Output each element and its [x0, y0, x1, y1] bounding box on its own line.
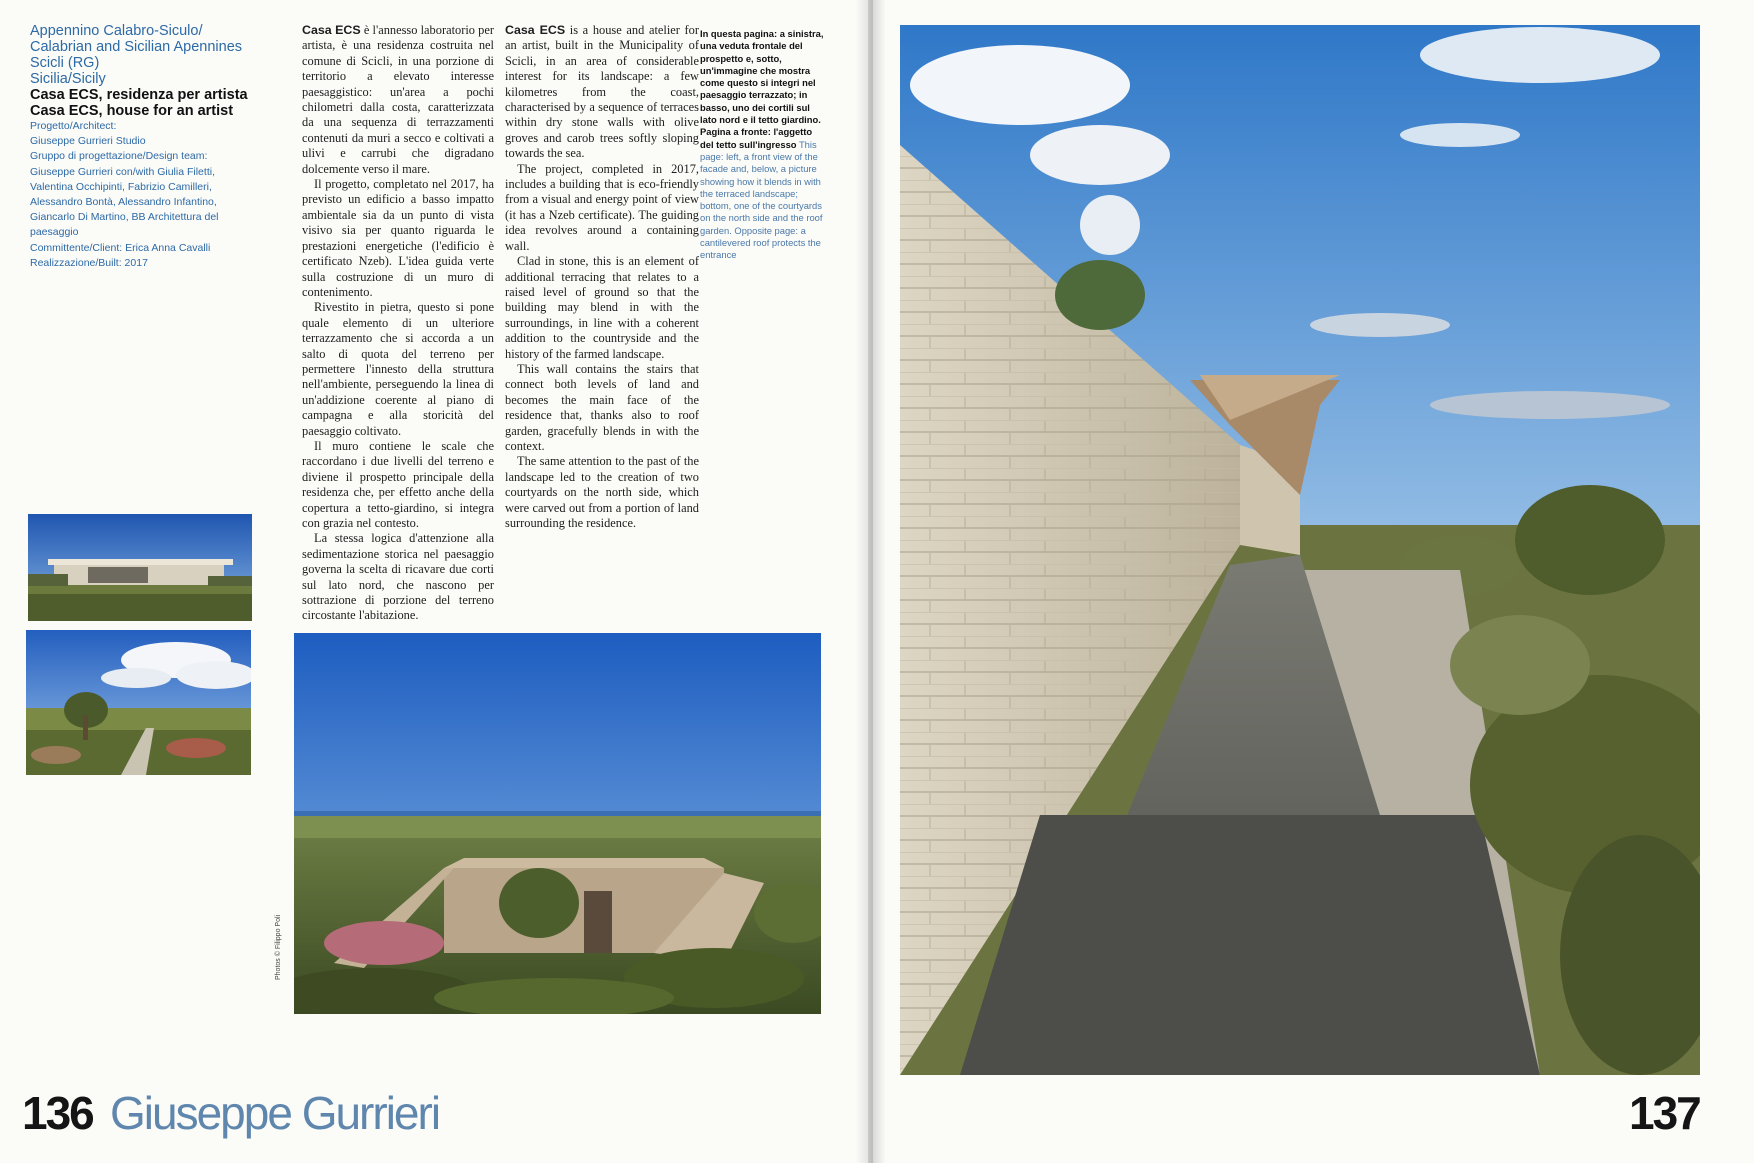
facade-front-photo: [28, 514, 252, 621]
location-line: Sicilia/Sicily: [30, 71, 106, 87]
location-line: Scicli (RG): [30, 55, 100, 71]
landscape-photo: [26, 630, 251, 775]
credit-line: Giancarlo Di Martino, BB Architettura del: [30, 211, 219, 224]
credit-line: Giuseppe Gurrieri Studio: [30, 135, 146, 148]
location-line: Calabrian and Sicilian Apennines: [30, 39, 243, 55]
page-number-left: 136: [22, 1087, 93, 1139]
project-title-en: Casa ECS, house for an artist: [30, 103, 234, 119]
credit-line: Committente/Client: Erica Anna Cavalli: [30, 241, 211, 254]
courtyard-photo: [294, 633, 821, 1014]
lead-in: Casa ECS: [302, 23, 361, 37]
photo-credit: Photos © Filippo Poli: [275, 914, 282, 980]
caption-italian: In questa pagina: a sinistra, una veduta frontale del prospetto e, sotto, un'immagine che mostra come questo si integri nel paesaggio terrazzato; in basso, uno dei cortili sul lato nord e il tetto giardino. Pagina a fronte: l'aggetto del tetto sull'ingresso: [700, 28, 824, 150]
credit-line: Progetto/Architect:: [30, 120, 117, 132]
paragraph: Casa ECS è l'annesso laboratorio per artista, è una residenza costruita nel comune di Scicli, in una porzione di territorio a elevato interesse paesaggistico: un'area a pochi chilometri dalla costa, caratterizzata da una sequenza di terrazzamenti contenuti da muri a secco e coltivati a ulivi e carrubi che digradano dolcemente verso il mare.: [302, 23, 494, 176]
paragraph: The same attention to the past of the landscape led to the creation of two courtyards on the north side, which were carved out from a portion of land surrounding the residence.: [505, 454, 699, 530]
credit-line: Realizzazione/Built: 2017: [30, 256, 148, 269]
page-number-right: 137: [1629, 1087, 1700, 1139]
architect-name: Giuseppe Gurrieri: [110, 1087, 440, 1139]
credit-line: Alessandro Bontà, Alessandro Infantino,: [30, 196, 217, 209]
italian-text-column: [302, 23, 494, 624]
caption-english: This page: left, a front view of the facade and, below, a picture showing how it blends in with the terraced landscape; bottom, one of the courtyards on the north side and the roof garden. Opposite page: a cantilevered roof protects the entrance: [700, 138, 823, 261]
right-page: [873, 0, 1754, 1163]
lead-in: Casa ECS: [505, 23, 566, 37]
english-text-column: [505, 23, 699, 531]
paragraph: This wall contains the stairs that connect both levels of land and becomes the main face of the residence that, thanks also to roof garden, gracefully blends in with the context.: [505, 361, 699, 453]
photo-caption: [700, 28, 826, 262]
paragraph: Clad in stone, this is an element of additional terracing that relates to a raised level of ground so that the building may blend in with the surroundings, in line with a coherent addition to the countryside and the history of the farmed landscape.: [505, 254, 699, 361]
stone-wall-entrance-photo: [900, 25, 1700, 1075]
left-page: [0, 0, 868, 1163]
paragraph: Il progetto, completato nel 2017, ha previsto un edificio a basso impatto ambientale sia da un punto di vista visivo sia per quanto riguarda le prestazioni energetiche (l'edificio è certificato Nzeb). L'idea guida verte sulla costruzione di un muro di contenimento.: [302, 177, 494, 299]
paragraph: The project, completed in 2017, includes a building that is eco-friendly from a visual and energy point of view (it has a Nzeb certificate). The guiding idea revolves around a containing wall.: [505, 161, 699, 253]
project-title-it: Casa ECS, residenza per artista: [30, 87, 248, 103]
project-credits: [30, 23, 280, 271]
paragraph: Casa ECS is a house and atelier for an artist, built in the Municipality of Scicli, in an area of considerable interest for its landscape: a few kilometres from the coast, characterised by a sequence of terraces within dry stone walls with olive groves and carob trees softly sloping towards the sea.: [505, 23, 699, 161]
credit-line: Valentina Occhipinti, Fabrizio Camilleri,: [30, 180, 212, 193]
paragraph: Rivestito in pietra, questo si pone quale elemento di un ulteriore terrazzamento che si accorda a un salto di quota del terreno per permettere l'innesto della struttura nell'ambiente, perseguendo la linea di un'addizione coerente al piano di campagna e alla storicità del paesaggio coltivato.: [302, 300, 494, 438]
credit-line: Giuseppe Gurrieri con/with Giulia Filetti,: [30, 165, 215, 178]
paragraph: Il muro contiene le scale che raccordano i due livelli del terreno e diviene il prospetto principale della residenza che, per effetto anche della copertura a tetto-giardino, si integra con grazia nel contesto.: [302, 438, 494, 530]
credit-line: Gruppo di progettazione/Design team:: [30, 150, 208, 163]
location-line: Appennino Calabro-Siculo/: [30, 23, 203, 39]
credit-line: paesaggio: [30, 226, 79, 239]
paragraph: La stessa logica d'attenzione alla sedimentazione storica nel paesaggio governa la scelta di ricavare due corti sul lato nord, che nascono per sottrazione di porzione del terreno circostante l'abitazione.: [302, 531, 494, 623]
